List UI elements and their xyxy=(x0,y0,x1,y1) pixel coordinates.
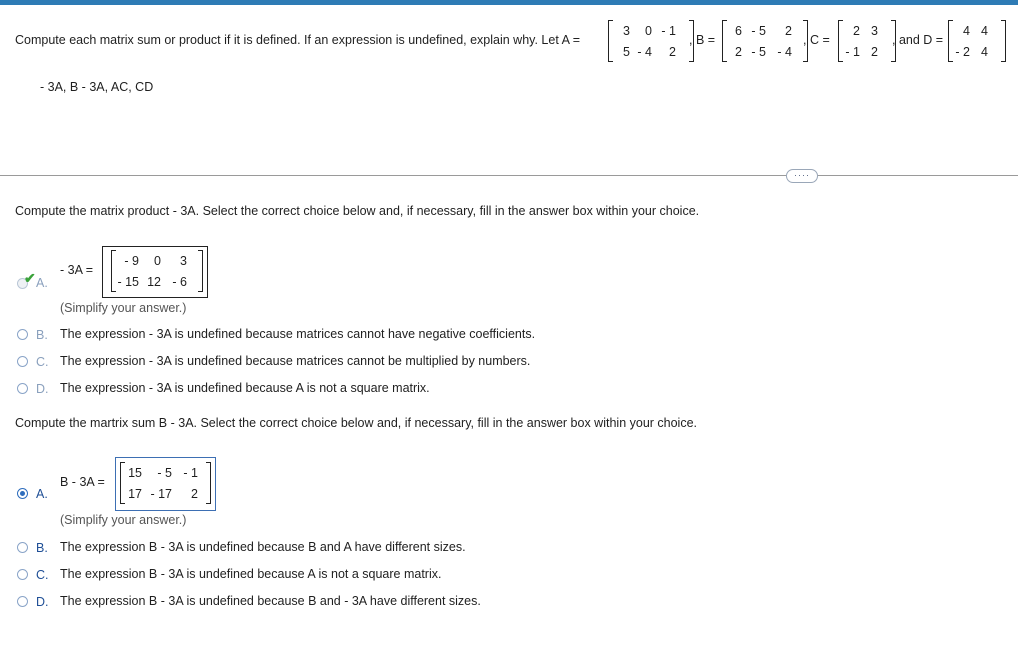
answer-cell[interactable]: - 9 xyxy=(124,253,139,268)
matrix-a xyxy=(608,20,694,62)
part1-answer-box[interactable] xyxy=(102,246,208,298)
right-bracket xyxy=(1001,20,1006,62)
matrix-b-cell: 2 xyxy=(785,23,792,38)
matrix-a-cell: 0 xyxy=(645,23,652,38)
part1-option-c-letter: C. xyxy=(36,355,49,369)
matrix-b-cell: 6 xyxy=(735,23,742,38)
matrix-b-cell: - 5 xyxy=(751,44,766,59)
part1-option-a-lhs: - 3A = xyxy=(60,263,94,277)
part2-hint: (Simplify your answer.) xyxy=(60,513,187,527)
matrix-a-cell: 3 xyxy=(623,23,630,38)
more-button[interactable]: ···· xyxy=(786,169,818,183)
answer-cell[interactable]: 2 xyxy=(191,486,198,501)
matrix-d-cell: - 2 xyxy=(955,44,970,59)
matrix-a-cell: - 1 xyxy=(661,23,676,38)
part2-option-b-text: The expression B - 3A is undefined because B and A have different sizes. xyxy=(60,540,466,554)
matrix-a-cell: 2 xyxy=(669,44,676,59)
label-c: , C = xyxy=(803,33,830,47)
part2-option-a-letter: A. xyxy=(36,487,48,501)
matrix-c-cell: 2 xyxy=(871,44,878,59)
left-bracket xyxy=(120,462,125,504)
matrix-d-cell: 4 xyxy=(963,23,970,38)
part2-option-c-text: The expression B - 3A is undefined because A is not a square matrix. xyxy=(60,567,442,581)
answer-cell[interactable]: - 17 xyxy=(150,486,172,501)
answer-cell[interactable]: 17 xyxy=(128,486,142,501)
part1-option-d-text: The expression - 3A is undefined because A is not a square matrix. xyxy=(60,381,430,395)
section-divider xyxy=(0,175,1018,176)
part2-prompt: Compute the martrix sum B - 3A. Select the correct choice below and, if necessary, fill in the answer box within your choice. xyxy=(15,416,698,430)
part2-option-b-radio[interactable] xyxy=(17,542,28,553)
matrix-b-cell: - 4 xyxy=(777,44,792,59)
part2-option-d-letter: D. xyxy=(36,595,49,609)
matrix-c-cell: - 1 xyxy=(845,44,860,59)
part1-option-c-text: The expression - 3A is undefined because matrices cannot be multiplied by numbers. xyxy=(60,354,531,368)
part1-option-b-text: The expression - 3A is undefined because matrices cannot have negative coefficients. xyxy=(60,327,536,341)
matrix-b-cell: - 5 xyxy=(751,23,766,38)
part1-hint: (Simplify your answer.) xyxy=(60,301,187,315)
left-bracket xyxy=(111,250,116,292)
correct-check-icon: ✔ xyxy=(24,270,36,286)
left-bracket xyxy=(838,20,843,62)
matrix-c-cell: 2 xyxy=(853,23,860,38)
answer-cell[interactable]: 0 xyxy=(154,253,161,268)
part1-option-a-letter: A. xyxy=(36,276,48,290)
matrix-d xyxy=(948,20,1006,62)
part1-option-d-radio[interactable] xyxy=(17,383,28,394)
matrix-a-cell: - 4 xyxy=(637,44,652,59)
answer-cell[interactable]: 3 xyxy=(180,253,187,268)
top-accent-bar xyxy=(0,0,1018,5)
label-d: , and D = xyxy=(892,33,944,47)
answer-cell[interactable]: 15 xyxy=(128,465,142,480)
part1-option-b-letter: B. xyxy=(36,328,48,342)
part1-answer-matrix xyxy=(111,250,203,292)
right-bracket xyxy=(206,462,211,504)
matrix-c-cell: 3 xyxy=(871,23,878,38)
label-b: , B = xyxy=(689,33,716,47)
matrix-b xyxy=(722,20,808,62)
matrix-c xyxy=(838,20,896,62)
part2-option-c-letter: C. xyxy=(36,568,49,582)
matrix-b-cell: 2 xyxy=(735,44,742,59)
expression-list: - 3A, B - 3A, AC, CD xyxy=(40,80,154,94)
part1-option-b-radio[interactable] xyxy=(17,329,28,340)
answer-cell[interactable]: - 6 xyxy=(172,274,187,289)
part1-prompt: Compute the matrix product - 3A. Select the correct choice below and, if necessary, fill in the answer box within your choice. xyxy=(15,204,700,218)
matrix-d-cell: 4 xyxy=(981,44,988,59)
part2-answer-box[interactable] xyxy=(115,457,216,511)
part2-option-c-radio[interactable] xyxy=(17,569,28,580)
part2-option-a-radio[interactable] xyxy=(17,488,28,499)
part2-option-d-text: The expression B - 3A is undefined because B and - 3A have different sizes. xyxy=(60,594,481,608)
part1-option-c-radio[interactable] xyxy=(17,356,28,367)
part2-option-b-letter: B. xyxy=(36,541,48,555)
part2-option-a-lhs: B - 3A = xyxy=(60,475,105,489)
answer-cell[interactable]: - 15 xyxy=(117,274,139,289)
right-bracket xyxy=(198,250,203,292)
part1-option-d-letter: D. xyxy=(36,382,49,396)
matrix-d-cell: 4 xyxy=(981,23,988,38)
left-bracket xyxy=(948,20,953,62)
problem-intro: Compute each matrix sum or product if it is defined. If an expression is undefined, explain why. Let A = xyxy=(15,33,581,47)
left-bracket xyxy=(722,20,727,62)
answer-cell[interactable]: - 1 xyxy=(183,465,198,480)
part2-option-d-radio[interactable] xyxy=(17,596,28,607)
answer-cell[interactable]: - 5 xyxy=(157,465,172,480)
matrix-a-cell: 5 xyxy=(623,44,630,59)
left-bracket xyxy=(608,20,613,62)
part2-answer-matrix xyxy=(120,462,211,504)
answer-cell[interactable]: 12 xyxy=(147,274,161,289)
